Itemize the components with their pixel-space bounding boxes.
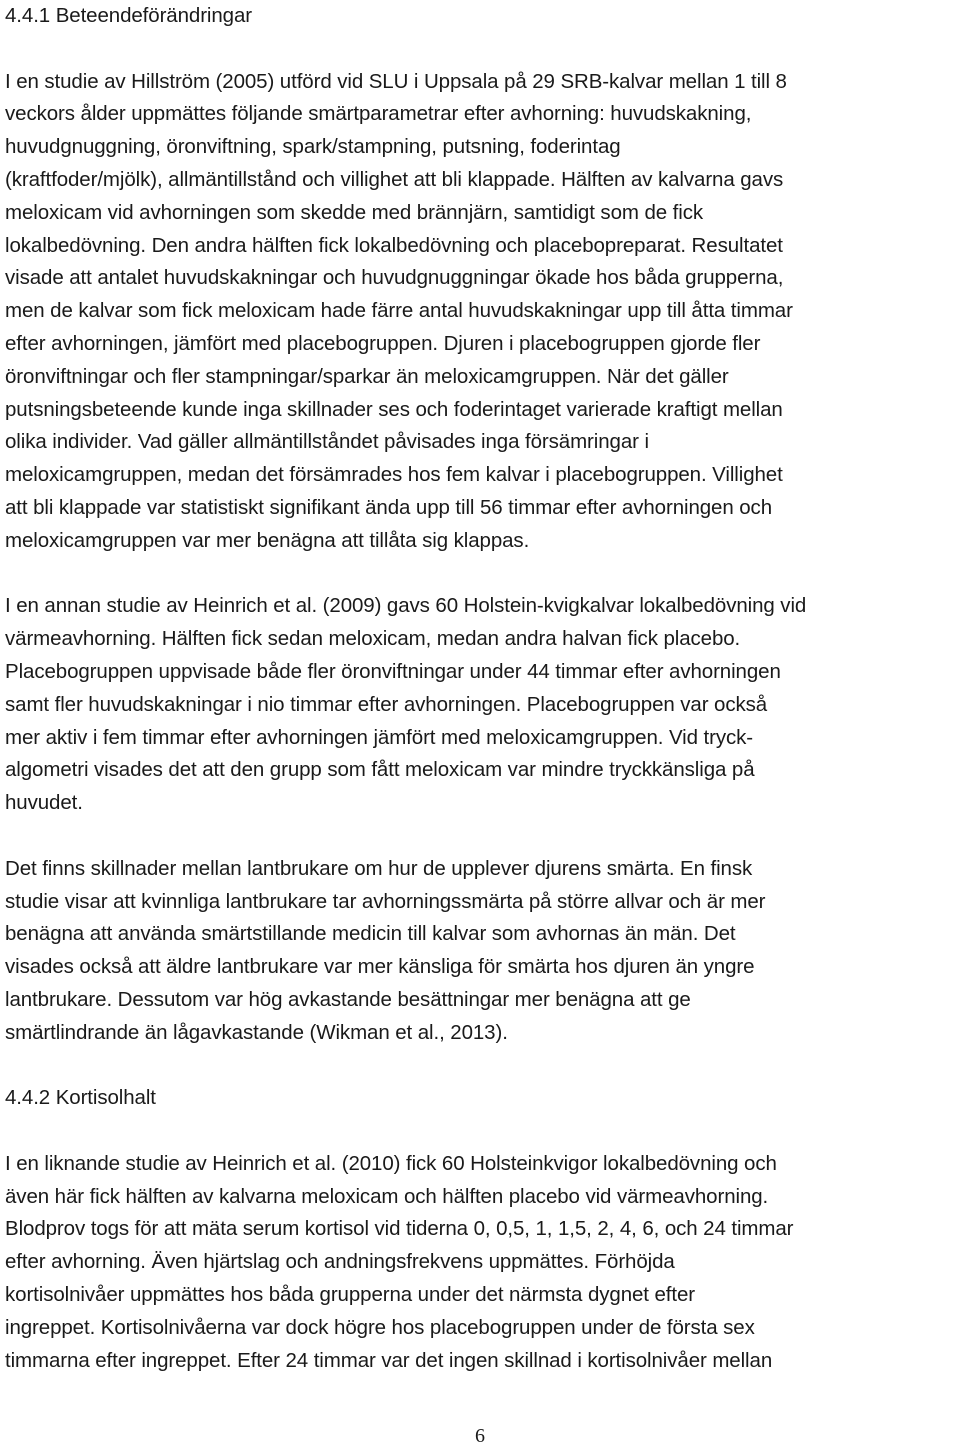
text-line: (kraftfoder/mjölk), allmäntillstånd och villighet att bli klappade. Hälften av kalvarna gavs (5, 167, 784, 191)
text-line: öronviftningar och fler stampningar/sparkar än meloxicamgruppen. När det gäller (5, 364, 729, 388)
text-line: kortisolnivåer uppmättes hos båda grupperna under det närmsta dygnet efter (5, 1283, 696, 1307)
text-line: meloxicamgruppen var mer benägna att tillåta sig klappas. (5, 528, 530, 552)
paragraph-farmer-differences (5, 853, 957, 1050)
text-line: även här fick hälften av kalvarna meloxicam och hälften placebo vid värmeavhorning. (5, 1184, 769, 1208)
section-heading-4-4-1: 4.4.1 Beteendeförändringar (5, 4, 253, 27)
text-line: putsningsbeteende kunde inga skillnader ses och foderintaget varierade kraftigt mellan (5, 397, 783, 421)
text-line: I en annan studie av Heinrich et al. (2009) gavs 60 Holstein-kvigkalvar lokalbedövning vid (5, 594, 807, 618)
text-line: ingreppet. Kortisolnivåerna var dock högre hos placebogruppen under de första sex (5, 1315, 755, 1339)
text-line: I en studie av Hillström (2005) utförd vid SLU i Uppsala på 29 SRB-kalvar mellan 1 till 8 (5, 69, 787, 93)
text-line: Det finns skillnader mellan lantbrukare om hur de upplever djurens smärta. En finsk (5, 856, 753, 880)
text-line: I en liknande studie av Heinrich et al. (2010) fick 60 Holsteinkvigor lokalbedövning och (5, 1151, 777, 1175)
text-line: men de kalvar som fick meloxicam hade färre antal huvudskakningar upp till åtta timmar (5, 299, 793, 323)
spacer (5, 820, 957, 853)
text-line: smärtlindrande än lågavkastande (Wikman et al., 2013). (5, 1020, 508, 1044)
text-line: Blodprov togs för att mäta serum kortisol vid tiderna 0, 0,5, 1, 1,5, 2, 4, 6, och 24 timmar (5, 1217, 794, 1241)
text-line: Placebogruppen uppvisade både fler öronviftningar under 44 timmar efter avhorningen (5, 659, 781, 683)
text-line: huvudet. (5, 791, 83, 815)
text-line: timmarna efter ingreppet. Efter 24 timmar var det ingen skillnad i kortisolnivåer mellan (5, 1348, 773, 1372)
text-line: lokalbedövning. Den andra hälften fick lokalbedövning och placebopreparat. Resultatet (5, 233, 783, 257)
text-line: visades också att äldre lantbrukare var mer känsliga för smärta hos djuren än yngre (5, 955, 755, 979)
text-line: benägna att använda smärtstillande medicin till kalvar som avhornas än män. Det (5, 922, 736, 946)
text-line: samt fler huvudskakningar i nio timmar efter avhorningen. Placebogruppen var också (5, 692, 768, 716)
text-line: algometri visades det att den grupp som fått meloxicam var mindre tryckkänsliga på (5, 758, 755, 782)
paragraph-hillstrom-study (5, 66, 957, 558)
spacer (5, 1115, 957, 1148)
text-line: studie visar att kvinnliga lantbrukare tar avhorningssmärta på större allvar och är mer (5, 889, 766, 913)
paragraph-heinrich-2010-study (5, 1148, 957, 1378)
text-line: mer aktiv i fem timmar efter avhorningen jämfört med meloxicamgruppen. Vid tryck- (5, 725, 754, 749)
spacer (5, 1050, 957, 1083)
text-line: efter avhorningen, jämfört med placebogruppen. Djuren i placebogruppen gjorde fler (5, 331, 761, 355)
spacer (5, 558, 957, 591)
text-line: veckors ålder uppmättes följande smärtparametrar efter avhorning: huvudskakning, (5, 102, 752, 126)
text-line: meloxicam vid avhorningen som skedde med brännjärn, samtidigt som de fick (5, 200, 703, 224)
paragraph-heinrich-2009-study (5, 590, 957, 820)
text-line: lantbrukare. Dessutom var hög avkastande besättningar mer benägna att ge (5, 987, 691, 1011)
text-line: visade att antalet huvudskakningar och huvudgnuggningar ökade hos båda grupperna, (5, 266, 784, 290)
text-line: värmeavhorning. Hälften fick sedan meloxicam, medan andra halvan fick placebo. (5, 627, 741, 651)
text-line: att bli klappade var statistiskt signifikant ända upp till 56 timmar efter avhorningen och (5, 495, 772, 519)
text-line: efter avhorning. Även hjärtslag och andningsfrekvens uppmättes. Förhöjda (5, 1250, 675, 1274)
page-number: 6 (475, 1425, 485, 1447)
text-line: meloxicamgruppen, medan det försämrades hos fem kalvar i placebogruppen. Villighet (5, 463, 783, 487)
section-heading-4-4-2: 4.4.2 Kortisolhalt (5, 1086, 156, 1110)
document-page (5, 0, 957, 1377)
spacer (5, 33, 957, 66)
text-line: huvudgnuggning, öronviftning, spark/stampning, putsning, foderintag (5, 135, 621, 159)
text-line: olika individer. Vad gäller allmäntillståndet påvisades inga försämringar i (5, 430, 649, 454)
